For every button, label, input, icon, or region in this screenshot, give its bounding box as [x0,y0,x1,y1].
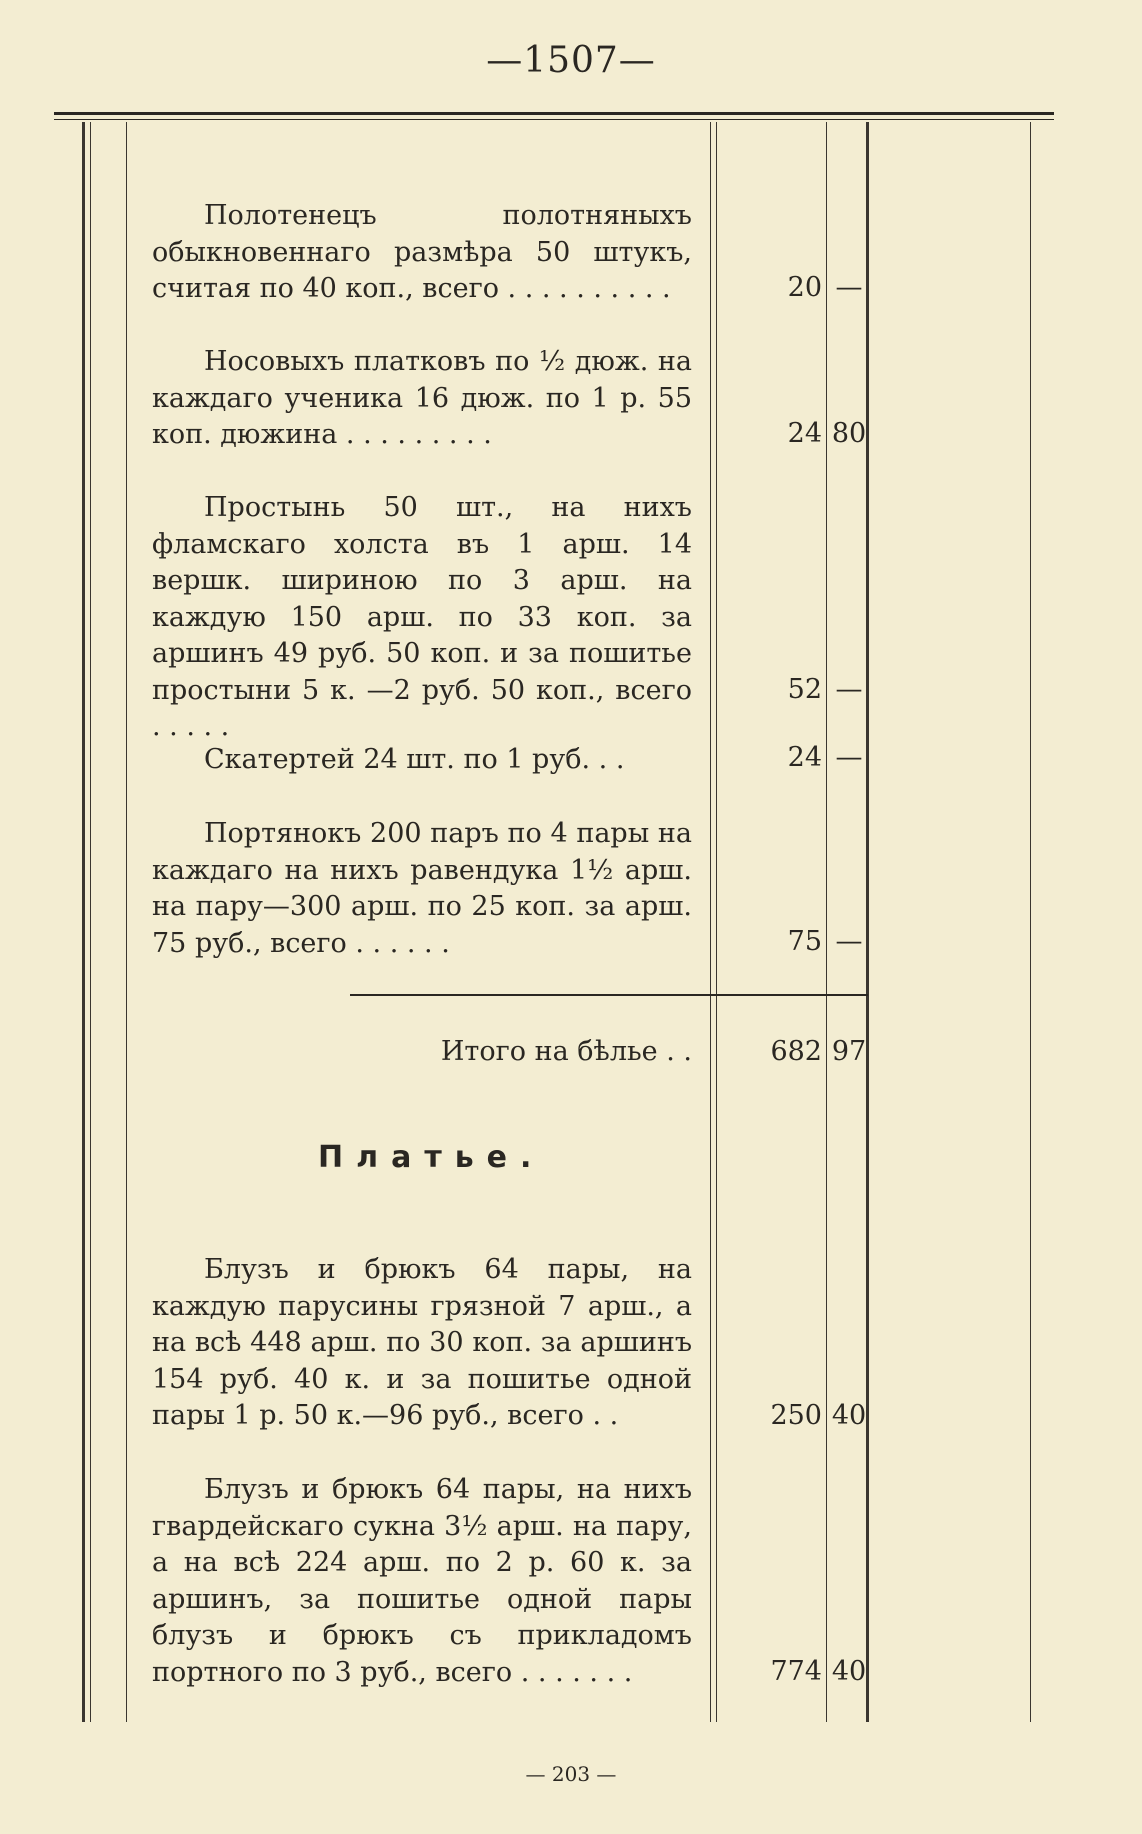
subtotal-rule [350,994,868,996]
header-rule-thin [54,119,1054,120]
amount-kop: 40 [831,1656,867,1687]
subtotal-kop: 97 [831,1036,867,1067]
amount-rub: 24 [787,742,822,773]
amount-kop: — [835,742,863,773]
entry-sheets [152,490,692,746]
amount-kop: 40 [831,1400,867,1431]
column-rule-rub-end [826,122,827,1722]
subtotal-rub: 682 [770,1036,822,1067]
amount-rub: 24 [787,418,822,449]
entry-tablecloths [152,742,692,779]
amount-rub: 20 [787,272,822,303]
amount-kop: — [835,926,863,957]
entry-towels [152,198,692,308]
amount-rub: 250 [770,1400,822,1431]
section-title: Платье. [318,1140,545,1175]
entry-text: Простынь 50 шт., на нихъ фламскаго холста въ 1 арш. 14 вершк. шириною по 3 арш. на каждую 150 арш. по 33 коп. за аршинъ 49 руб. 50 коп. и за пошитье простыни 5 к. —2 руб. 50 коп., всего . . . . . [152,492,692,742]
entry-cloth-suits [152,1472,692,1691]
column-rule-left-outer [82,122,85,1722]
amount-kop: — [835,272,863,303]
column-rule-text-end [710,122,711,1722]
amount-rub: 52 [787,674,822,705]
entry-text: Блузъ и брюкъ 64 пары, на каждую парусины грязной 7 арш., а на всѣ 448 арш. по 30 коп. за аршинъ 154 руб. 40 к. и за пошитье одной пары 1 р. 50 к.—96 руб., всего . . [152,1254,692,1431]
entry-canvas-suits [152,1252,692,1435]
column-rule-text-end-2 [716,122,717,1722]
subtotal-label: Итого на бѣлье . . [440,1036,692,1067]
amount-kop: 80 [831,418,867,449]
amount-rub: 774 [770,1656,822,1687]
entry-text: Портянокъ 200 паръ по 4 пары на каждаго на нихъ равендука 1½ арш. на пару—300 арш. по 25 коп. за арш. 75 руб., всего . . . . . . [152,818,692,959]
amount-rub: 75 [787,926,822,957]
entry-text: Скатертей 24 шт. по 1 руб. . . [204,744,625,775]
page-number: —1507— [486,40,656,81]
column-rule-margin [126,122,127,1722]
column-rule-left-inner [90,122,91,1722]
entry-footcloths [152,816,692,962]
amount-kop: — [835,674,863,705]
column-rule-kop-end [866,122,869,1722]
footer-page-number: — 203 — [525,1762,617,1786]
entry-text: Полотенецъ полотняныхъ обыкновеннаго размѣра 50 штукъ, считая по 40 коп., всего . . . . . . . . . . [152,200,692,304]
column-rule-right-outer [1030,122,1031,1722]
header-rule [54,112,1054,115]
entry-text: Блузъ и брюкъ 64 пары, на нихъ гвардейскаго сукна 3½ арш. на пару, а на всѣ 224 арш. по 2 р. 60 к. за аршинъ, за пошитье одной пары блузъ и брюкъ съ прикладомъ портного по 3 руб., всего . . . . . . . [152,1474,692,1688]
entry-handkerchiefs [152,344,692,454]
entry-text: Носовыхъ платковъ по ½ дюж. на каждаго ученика 16 дюж. по 1 р. 55 коп. дюжина . . . . . . . . . [152,346,692,450]
